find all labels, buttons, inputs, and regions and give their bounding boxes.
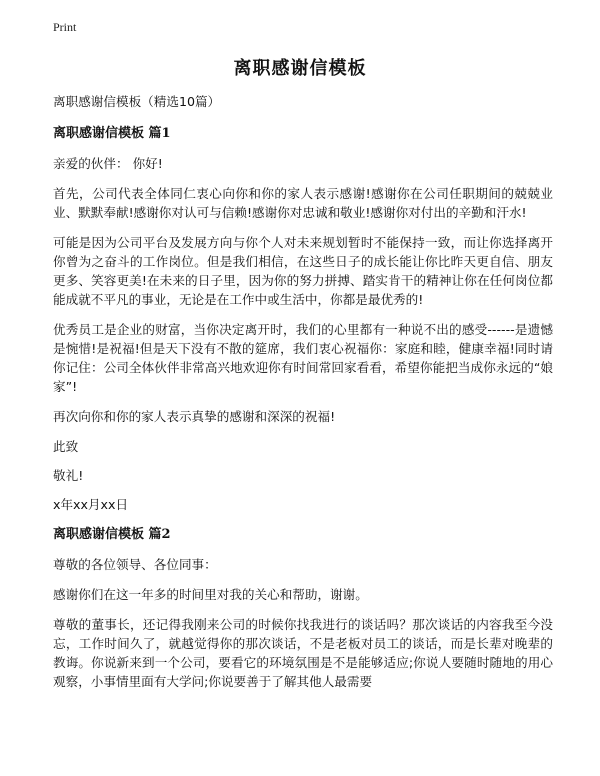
section-1-greeting: 亲爱的伙伴： 你好! [53,156,163,171]
document-title: 离职感谢信模板 [233,58,367,79]
closing-line-2: 敬礼! [53,468,84,483]
section-1-paragraph-4: 再次向你和你的家人表示真挚的感谢和深深的祝福! [53,409,336,424]
section-1-paragraph-3: 优秀员工是企业的财富，当你决定离开时，我们的心里都有一种说不出的感受------是遗憾是惋惜!是祝福!但是天下没有不散的筵席，我们衷心祝福你：家庭和睦，健康幸福!同时请你记住：公司全体伙伴非常高兴地欢迎你有时间常回家看看，希望你能把当成你永远的“娘家”! [53,322,553,394]
section-2-paragraph-2: 尊敬的董事长，还记得我刚来公司的时候你找我进行的谈话吗？那次谈话的内容我至今没忘，工作时间久了，就越觉得你的那次谈话，不是老板对员工的谈话，而是长辈对晚辈的教诲。你说新来到一个公司，要看它的环境氛围是不是能够适应;你说人要随时随地的用心观察，小事情里面有大学问;你说要善于了解其他人最需要 [53,617,553,689]
document-subtitle: 离职感谢信模板（精选10篇） [53,94,221,109]
section-1 [53,124,553,514]
section-1-paragraph-1: 首先，公司代表全体同仁衷心向你和你的家人表示感谢!感谢你在公司任职期间的兢兢业业、默默奉献!感谢你对认可与信赖!感谢你对忠诚和敬业!感谢你对付出的辛勤和汗水! [53,186,553,220]
letter-date: x年xx月xx日 [53,497,129,512]
print-link[interactable]: Print [53,20,77,34]
section-2-paragraph-1: 感谢你们在这一年多的时间里对我的关心和帮助，谢谢。 [53,587,368,602]
section-2-heading: 离职感谢信模板 篇2 [53,527,171,542]
document-body [53,92,553,702]
section-2 [53,525,553,691]
section-1-heading: 离职感谢信模板 篇1 [53,126,171,141]
section-2-greeting: 尊敬的各位领导、各位同事： [53,557,217,572]
section-1-paragraph-2: 可能是因为公司平台及发展方向与你个人对未来规划暂时不能保持一致，而让你选择离开你曾为之奋斗的工作岗位。但是我们相信，在这些日子的成长能让你比昨天更自信、朋友更多、笑容更美!在未来的日子里，因为你的努力拼搏、踏实肯干的精神让你在任何岗位都能成就不平凡的事业，无论是在工作中或生活中，你都是最优秀的! [53,235,553,307]
closing-line-1: 此致 [53,439,79,454]
